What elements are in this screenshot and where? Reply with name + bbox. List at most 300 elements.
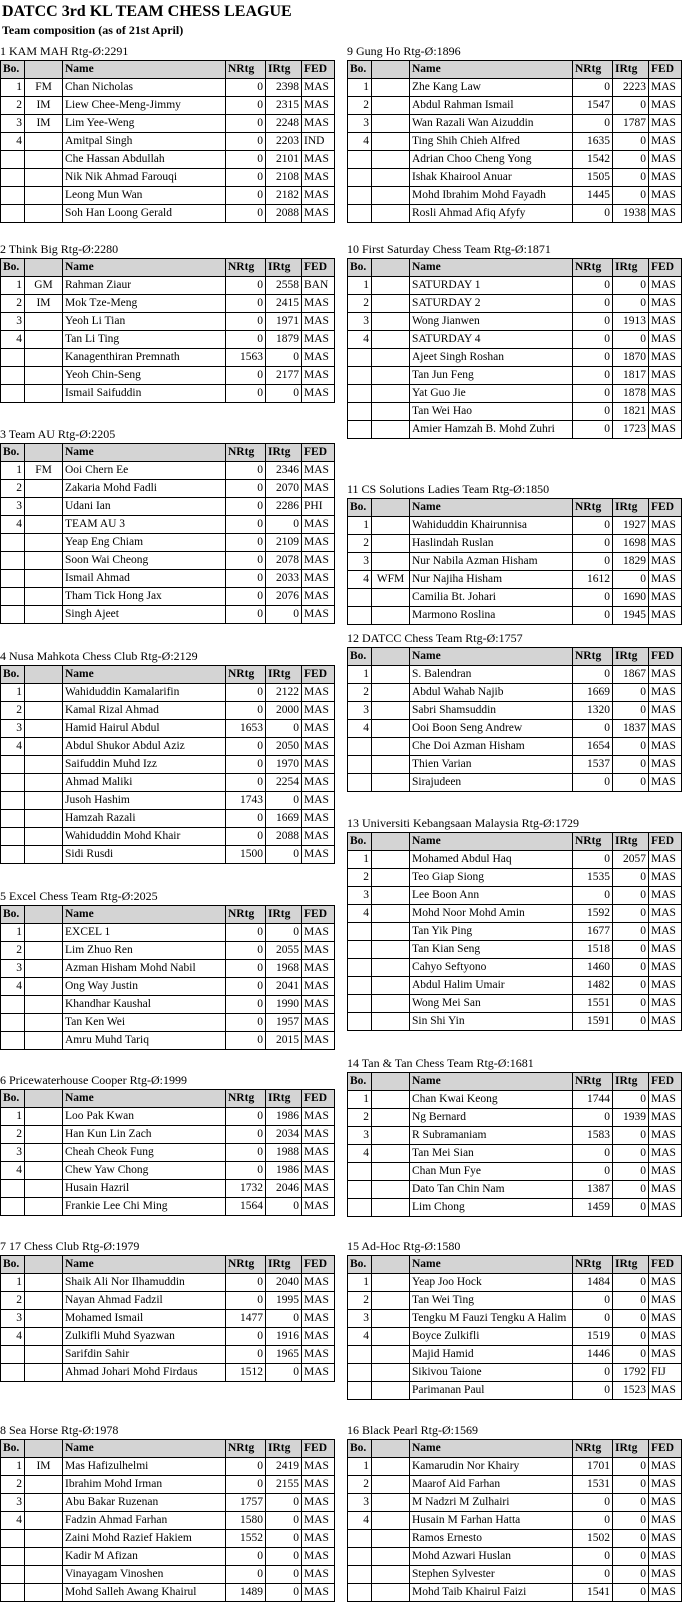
national-rating: 0 bbox=[573, 887, 613, 905]
player-name: Ishak Khairool Anuar bbox=[410, 169, 573, 187]
column-header-nrtg: NRtg bbox=[226, 1256, 266, 1274]
international-rating: 0 bbox=[613, 1163, 649, 1181]
table-row bbox=[1, 570, 335, 588]
board-number: 4 bbox=[1, 1328, 25, 1346]
player-title bbox=[372, 1346, 410, 1364]
federation: MAS bbox=[302, 349, 335, 367]
player-name: Mas Hafizulhelmi bbox=[63, 1458, 226, 1476]
team-table bbox=[347, 1439, 682, 1602]
table-row bbox=[1, 756, 335, 774]
federation: MAS bbox=[649, 684, 682, 702]
federation: MAS bbox=[649, 313, 682, 331]
player-name: Abdul Shukor Abdul Aziz bbox=[63, 738, 226, 756]
player-title bbox=[25, 1512, 63, 1530]
national-rating: 1635 bbox=[573, 133, 613, 151]
player-title bbox=[372, 684, 410, 702]
national-rating: 1669 bbox=[573, 684, 613, 702]
federation: MAS bbox=[302, 1108, 335, 1126]
federation: MAS bbox=[649, 1328, 682, 1346]
board-number: 2 bbox=[348, 1109, 372, 1127]
player-title bbox=[25, 828, 63, 846]
board-number: 2 bbox=[348, 295, 372, 313]
international-rating: 0 bbox=[613, 1091, 649, 1109]
national-rating: 1592 bbox=[573, 905, 613, 923]
table-row bbox=[1, 498, 335, 516]
international-rating: 0 bbox=[613, 295, 649, 313]
federation: MAS bbox=[649, 1382, 682, 1400]
board-number bbox=[1, 846, 25, 864]
board-number bbox=[348, 1346, 372, 1364]
table-row bbox=[1, 385, 335, 403]
player-title bbox=[25, 942, 63, 960]
board-number bbox=[1, 1584, 25, 1602]
international-rating: 2000 bbox=[266, 702, 302, 720]
national-rating: 1512 bbox=[226, 1364, 266, 1382]
national-rating: 1484 bbox=[573, 1274, 613, 1292]
board-number: 3 bbox=[348, 702, 372, 720]
international-rating: 1787 bbox=[613, 115, 649, 133]
national-rating: 0 bbox=[573, 1494, 613, 1512]
international-rating: 0 bbox=[613, 1199, 649, 1217]
table-row bbox=[348, 923, 682, 941]
international-rating: 0 bbox=[613, 1292, 649, 1310]
international-rating: 1870 bbox=[613, 349, 649, 367]
player-title bbox=[25, 313, 63, 331]
player-name: Husain M Farhan Hatta bbox=[410, 1512, 573, 1530]
player-name: Yeoh Chin-Seng bbox=[63, 367, 226, 385]
player-title bbox=[25, 205, 63, 223]
player-name: Nayan Ahmad Fadzil bbox=[63, 1292, 226, 1310]
player-title bbox=[372, 1458, 410, 1476]
column-header-name: Name bbox=[63, 259, 226, 277]
table-row bbox=[1, 480, 335, 498]
column-header-name: Name bbox=[63, 906, 226, 924]
player-title bbox=[25, 1162, 63, 1180]
team-heading: 11 CS Solutions Ladies Team Rtg-Ø:1850 bbox=[347, 482, 550, 496]
table-row bbox=[1, 205, 335, 223]
player-name: Cheah Cheok Fung bbox=[63, 1144, 226, 1162]
player-name: EXCEL 1 bbox=[63, 924, 226, 942]
player-name: Singh Ajeet bbox=[63, 606, 226, 624]
international-rating: 2558 bbox=[266, 277, 302, 295]
table-row bbox=[348, 1458, 682, 1476]
international-rating: 2415 bbox=[266, 295, 302, 313]
team-heading: 5 Excel Chess Team Rtg-Ø:2025 bbox=[0, 889, 158, 903]
player-title bbox=[372, 941, 410, 959]
board-number: 1 bbox=[348, 851, 372, 869]
column-header-irtg: IRtg bbox=[266, 444, 302, 462]
player-title: IM bbox=[25, 115, 63, 133]
player-name: Sikivou Taione bbox=[410, 1364, 573, 1382]
national-rating: 1583 bbox=[573, 1127, 613, 1145]
player-name: Amru Muhd Tariq bbox=[63, 1032, 226, 1050]
player-name: Haslindah Ruslan bbox=[410, 535, 573, 553]
table-row bbox=[1, 738, 335, 756]
national-rating: 1459 bbox=[573, 1199, 613, 1217]
board-number bbox=[1, 169, 25, 187]
player-title bbox=[372, 205, 410, 223]
national-rating: 0 bbox=[226, 79, 266, 97]
column-header-title bbox=[372, 1256, 410, 1274]
board-number: 1 bbox=[348, 1458, 372, 1476]
national-rating: 1500 bbox=[226, 846, 266, 864]
team-block bbox=[0, 241, 335, 403]
board-number: 3 bbox=[348, 115, 372, 133]
international-rating: 1986 bbox=[266, 1108, 302, 1126]
team-heading: 2 Think Big Rtg-Ø:2280 bbox=[0, 242, 119, 256]
table-row bbox=[348, 403, 682, 421]
table-header-row bbox=[348, 1440, 682, 1458]
federation: MAS bbox=[302, 846, 335, 864]
column-header-irtg: IRtg bbox=[613, 833, 649, 851]
federation: IND bbox=[302, 133, 335, 151]
table-row bbox=[348, 205, 682, 223]
national-rating: 1654 bbox=[573, 738, 613, 756]
column-header-nrtg: NRtg bbox=[573, 259, 613, 277]
player-name: Nur Nabila Azman Hisham bbox=[410, 553, 573, 571]
column-header-irtg: IRtg bbox=[613, 648, 649, 666]
board-number bbox=[348, 421, 372, 439]
player-name: SATURDAY 2 bbox=[410, 295, 573, 313]
table-header-row bbox=[348, 259, 682, 277]
board-number bbox=[1, 1530, 25, 1548]
column-header-nrtg: NRtg bbox=[226, 666, 266, 684]
player-title bbox=[372, 756, 410, 774]
column-header-name: Name bbox=[410, 259, 573, 277]
board-number: 1 bbox=[1, 462, 25, 480]
board-number: 3 bbox=[348, 553, 372, 571]
table-header-row bbox=[1, 1090, 335, 1108]
board-number bbox=[1, 756, 25, 774]
federation: MAS bbox=[302, 570, 335, 588]
board-number bbox=[348, 607, 372, 625]
player-name: Shaik Ali Nor Ilhamuddin bbox=[63, 1274, 226, 1292]
national-rating: 0 bbox=[573, 1163, 613, 1181]
national-rating: 0 bbox=[226, 115, 266, 133]
table-row bbox=[1, 295, 335, 313]
international-rating: 1523 bbox=[613, 1382, 649, 1400]
national-rating: 0 bbox=[573, 553, 613, 571]
table-row bbox=[348, 535, 682, 553]
table-row bbox=[348, 1346, 682, 1364]
international-rating: 0 bbox=[613, 1530, 649, 1548]
board-number bbox=[1, 552, 25, 570]
player-title bbox=[372, 666, 410, 684]
board-number: 3 bbox=[1, 498, 25, 516]
player-title bbox=[372, 187, 410, 205]
player-name: Sirajudeen bbox=[410, 774, 573, 792]
player-name: Tan Mei Sian bbox=[410, 1145, 573, 1163]
national-rating: 0 bbox=[226, 738, 266, 756]
board-number: 3 bbox=[1, 1144, 25, 1162]
player-title: WFM bbox=[372, 571, 410, 589]
column-header-bo: Bo. bbox=[348, 61, 372, 79]
player-name: Sarifdin Sahir bbox=[63, 1346, 226, 1364]
table-row bbox=[348, 517, 682, 535]
column-header-fed: FED bbox=[302, 1440, 335, 1458]
player-name: Nur Najiha Hisham bbox=[410, 571, 573, 589]
federation: MAS bbox=[649, 1181, 682, 1199]
federation: MAS bbox=[649, 133, 682, 151]
board-number: 4 bbox=[348, 905, 372, 923]
team-table bbox=[347, 1255, 682, 1400]
board-number bbox=[348, 1530, 372, 1548]
team-block bbox=[0, 43, 335, 223]
player-title: IM bbox=[25, 97, 63, 115]
national-rating: 1505 bbox=[573, 169, 613, 187]
board-number bbox=[1, 996, 25, 1014]
national-rating: 1743 bbox=[226, 792, 266, 810]
national-rating: 0 bbox=[226, 367, 266, 385]
international-rating: 2398 bbox=[266, 79, 302, 97]
team-table bbox=[347, 832, 682, 1031]
table-row bbox=[1, 313, 335, 331]
international-rating: 2055 bbox=[266, 942, 302, 960]
player-title bbox=[372, 553, 410, 571]
board-number: 1 bbox=[1, 1108, 25, 1126]
table-row bbox=[348, 421, 682, 439]
federation: MAS bbox=[649, 1013, 682, 1031]
document-title: DATCC 3rd KL TEAM CHESS LEAGUE bbox=[2, 3, 292, 20]
national-rating: 0 bbox=[573, 666, 613, 684]
national-rating: 0 bbox=[226, 1014, 266, 1032]
column-header-name: Name bbox=[63, 666, 226, 684]
column-header-title bbox=[372, 499, 410, 517]
international-rating: 1965 bbox=[266, 1346, 302, 1364]
board-number: 3 bbox=[348, 1310, 372, 1328]
column-header-title bbox=[25, 444, 63, 462]
board-number bbox=[1, 1014, 25, 1032]
federation: MAS bbox=[649, 1163, 682, 1181]
international-rating: 0 bbox=[613, 1013, 649, 1031]
international-rating: 0 bbox=[613, 1566, 649, 1584]
player-title bbox=[25, 480, 63, 498]
table-row bbox=[1, 606, 335, 624]
table-row bbox=[1, 552, 335, 570]
column-header-irtg: IRtg bbox=[613, 259, 649, 277]
federation: MAS bbox=[649, 1346, 682, 1364]
column-header-irtg: IRtg bbox=[613, 1256, 649, 1274]
federation: MAS bbox=[302, 1014, 335, 1032]
table-row bbox=[1, 349, 335, 367]
international-rating: 2203 bbox=[266, 133, 302, 151]
player-title bbox=[25, 738, 63, 756]
federation: MAS bbox=[649, 403, 682, 421]
federation: MAS bbox=[649, 1274, 682, 1292]
player-name: S. Balendran bbox=[410, 666, 573, 684]
player-name: Marmono Roslina bbox=[410, 607, 573, 625]
column-header-title bbox=[372, 61, 410, 79]
national-rating: 0 bbox=[226, 1144, 266, 1162]
national-rating: 1531 bbox=[573, 1476, 613, 1494]
board-number: 2 bbox=[348, 869, 372, 887]
federation: MAS bbox=[302, 792, 335, 810]
player-name: Boyce Zulkifli bbox=[410, 1328, 573, 1346]
team-table bbox=[0, 1089, 335, 1216]
table-row bbox=[348, 607, 682, 625]
federation: MAS bbox=[649, 1530, 682, 1548]
international-rating: 0 bbox=[613, 133, 649, 151]
column-header-fed: FED bbox=[649, 1256, 682, 1274]
international-rating: 1957 bbox=[266, 1014, 302, 1032]
national-rating: 0 bbox=[573, 385, 613, 403]
international-rating: 1821 bbox=[613, 403, 649, 421]
board-number bbox=[1, 187, 25, 205]
federation: MAS bbox=[649, 385, 682, 403]
team-block bbox=[347, 1055, 682, 1217]
table-row bbox=[348, 79, 682, 97]
international-rating: 2122 bbox=[266, 684, 302, 702]
national-rating: 0 bbox=[573, 1566, 613, 1584]
federation: MAS bbox=[302, 684, 335, 702]
team-block bbox=[0, 426, 335, 624]
international-rating: 0 bbox=[613, 1328, 649, 1346]
table-row bbox=[348, 1145, 682, 1163]
federation: MAS bbox=[649, 571, 682, 589]
player-title bbox=[372, 535, 410, 553]
national-rating: 0 bbox=[226, 498, 266, 516]
column-header-nrtg: NRtg bbox=[573, 648, 613, 666]
table-row bbox=[348, 1476, 682, 1494]
player-title bbox=[25, 810, 63, 828]
player-name: Kamarudin Nor Khairy bbox=[410, 1458, 573, 1476]
column-header-name: Name bbox=[410, 648, 573, 666]
national-rating: 1537 bbox=[573, 756, 613, 774]
international-rating: 2248 bbox=[266, 115, 302, 133]
national-rating: 0 bbox=[226, 924, 266, 942]
international-rating: 2177 bbox=[266, 367, 302, 385]
board-number bbox=[1, 792, 25, 810]
national-rating: 1445 bbox=[573, 187, 613, 205]
federation: MAS bbox=[649, 79, 682, 97]
player-title bbox=[25, 1328, 63, 1346]
international-rating: 2050 bbox=[266, 738, 302, 756]
international-rating: 0 bbox=[613, 738, 649, 756]
player-name: Mohd Noor Mohd Amin bbox=[410, 905, 573, 923]
national-rating: 0 bbox=[226, 774, 266, 792]
national-rating: 1502 bbox=[573, 1530, 613, 1548]
federation: MAS bbox=[302, 97, 335, 115]
federation: MAS bbox=[649, 331, 682, 349]
federation: MAS bbox=[649, 1127, 682, 1145]
board-number: 2 bbox=[348, 1476, 372, 1494]
table-row bbox=[348, 349, 682, 367]
board-number: 1 bbox=[348, 666, 372, 684]
player-name: Vinayagam Vinoshen bbox=[63, 1566, 226, 1584]
international-rating: 0 bbox=[613, 1494, 649, 1512]
national-rating: 0 bbox=[573, 1548, 613, 1566]
table-header-row bbox=[1, 666, 335, 684]
board-number bbox=[1, 367, 25, 385]
federation: MAS bbox=[649, 1091, 682, 1109]
player-name: Tan Jun Feng bbox=[410, 367, 573, 385]
board-number bbox=[1, 1566, 25, 1584]
player-title bbox=[25, 133, 63, 151]
team-heading: 15 Ad-Hoc Rtg-Ø:1580 bbox=[347, 1239, 461, 1253]
table-row bbox=[348, 684, 682, 702]
board-number: 3 bbox=[348, 1127, 372, 1145]
federation: MAS bbox=[302, 1328, 335, 1346]
federation: MAS bbox=[649, 151, 682, 169]
player-name: Abdul Rahman Ismail bbox=[410, 97, 573, 115]
team-table bbox=[347, 60, 682, 223]
federation: MAS bbox=[649, 720, 682, 738]
federation: MAS bbox=[649, 349, 682, 367]
table-row bbox=[348, 977, 682, 995]
national-rating: 1612 bbox=[573, 571, 613, 589]
player-name: Soh Han Loong Gerald bbox=[63, 205, 226, 223]
federation: MAS bbox=[649, 959, 682, 977]
federation: MAS bbox=[649, 277, 682, 295]
federation: MAS bbox=[302, 205, 335, 223]
player-name: Abu Bakar Ruzenan bbox=[63, 1494, 226, 1512]
international-rating: 1698 bbox=[613, 535, 649, 553]
table-row bbox=[348, 941, 682, 959]
federation: MAS bbox=[302, 367, 335, 385]
national-rating: 0 bbox=[226, 1162, 266, 1180]
international-rating: 2070 bbox=[266, 480, 302, 498]
national-rating: 1744 bbox=[573, 1091, 613, 1109]
federation: MAS bbox=[649, 97, 682, 115]
player-name: Tan Wei Hao bbox=[410, 403, 573, 421]
board-number: 3 bbox=[348, 313, 372, 331]
player-title bbox=[372, 1163, 410, 1181]
national-rating: 0 bbox=[226, 1476, 266, 1494]
table-row bbox=[348, 385, 682, 403]
national-rating: 1564 bbox=[226, 1198, 266, 1216]
column-header-name: Name bbox=[410, 61, 573, 79]
column-header-title bbox=[25, 1256, 63, 1274]
player-title bbox=[25, 720, 63, 738]
board-number: 4 bbox=[348, 1328, 372, 1346]
board-number: 2 bbox=[1, 97, 25, 115]
player-name: Chan Kwai Keong bbox=[410, 1091, 573, 1109]
federation: MAS bbox=[302, 1180, 335, 1198]
board-number bbox=[348, 995, 372, 1013]
federation: MAS bbox=[302, 588, 335, 606]
column-header-bo: Bo. bbox=[1, 1090, 25, 1108]
federation: MAS bbox=[649, 1548, 682, 1566]
board-number bbox=[348, 1548, 372, 1566]
international-rating: 0 bbox=[613, 169, 649, 187]
board-number: 1 bbox=[348, 1091, 372, 1109]
national-rating: 0 bbox=[573, 331, 613, 349]
international-rating: 2040 bbox=[266, 1274, 302, 1292]
table-row bbox=[348, 1494, 682, 1512]
table-header-row bbox=[348, 648, 682, 666]
international-rating: 1817 bbox=[613, 367, 649, 385]
team-heading: 12 DATCC Chess Team Rtg-Ø:1757 bbox=[347, 631, 523, 645]
team-heading: 9 Gung Ho Rtg-Ø:1896 bbox=[347, 44, 461, 58]
national-rating: 0 bbox=[573, 1109, 613, 1127]
board-number bbox=[348, 756, 372, 774]
federation: MAS bbox=[649, 738, 682, 756]
player-name: Thien Varian bbox=[410, 756, 573, 774]
player-title bbox=[372, 349, 410, 367]
team-block bbox=[0, 1422, 335, 1602]
table-row bbox=[348, 1163, 682, 1181]
table-row bbox=[1, 1162, 335, 1180]
player-name: Dato Tan Chin Nam bbox=[410, 1181, 573, 1199]
national-rating: 1387 bbox=[573, 1181, 613, 1199]
table-row bbox=[1, 960, 335, 978]
player-name: Khandhar Kaushal bbox=[63, 996, 226, 1014]
table-row bbox=[348, 1530, 682, 1548]
table-row bbox=[1, 924, 335, 942]
player-title bbox=[372, 1382, 410, 1400]
player-name: Yeap Eng Chiam bbox=[63, 534, 226, 552]
international-rating: 0 bbox=[613, 1145, 649, 1163]
